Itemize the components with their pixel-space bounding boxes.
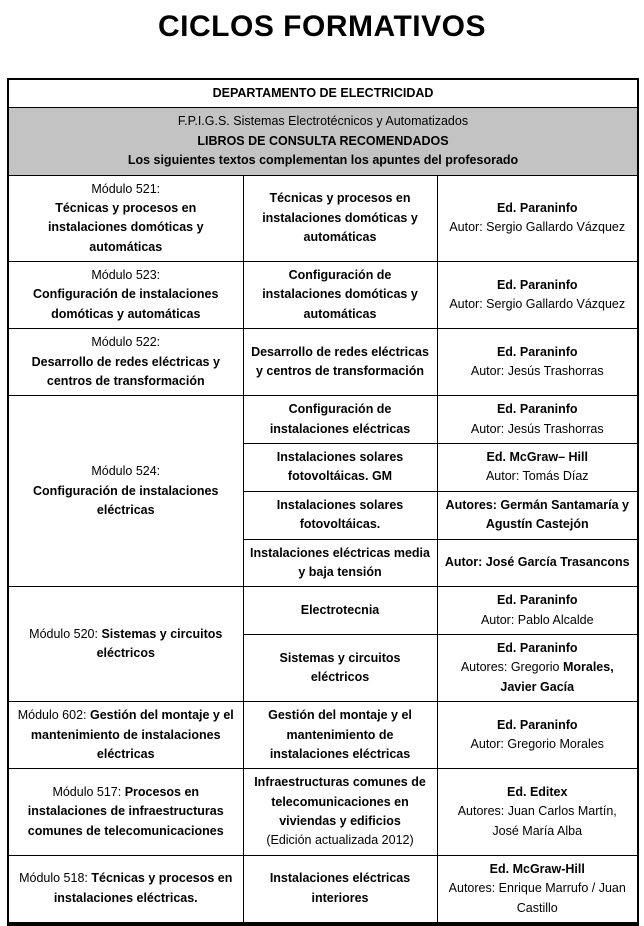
publisher-cell [437,444,638,492]
module-cell [8,262,243,329]
text-segment: Ed. Paraninfo [496,641,578,655]
text-segment: Gestión del montaje y el mantenimiento de instalaciones eléctricas [268,708,412,761]
publisher-cell [437,539,638,587]
publisher-cell [437,175,638,262]
book-title-cell [243,587,437,635]
publisher-cell [437,587,638,635]
text-segment: Módulo 520: [29,626,102,641]
text-segment: Técnicas y procesos en instalaciones domóticas y automáticas [262,191,418,244]
text-segment: Configuración de instalaciones eléctricas [33,483,219,517]
table-row [8,855,638,924]
text-segment: Autor: Tomás Díaz [485,469,589,484]
book-title-cell [243,769,437,856]
text-segment: Ed. Paraninfo [496,200,578,215]
text-segment: Ed. Editex [507,784,568,799]
text-segment: Sistemas y circuitos eléctricos [279,650,401,685]
text-segment: Instalaciones solares fotovoltáicas. [276,497,404,532]
book-title-cell [243,491,437,539]
text-segment: Configuración de instalaciones domóticas y automáticas [262,268,418,321]
book-title-cell [243,175,437,262]
book-title-cell [243,702,437,769]
table-row [8,769,638,856]
text-segment: Técnicas y procesos en instalaciones domóticas y automáticas [47,200,204,254]
table-row [8,396,638,444]
table-row [8,175,638,262]
intro-line-recommended-books: LIBROS DE CONSULTA RECOMENDADOS [197,133,449,148]
publisher-cell [437,396,638,444]
module-cell [8,855,243,924]
text-segment: (Edición actualizada 2012) [266,833,414,848]
book-title-cell [243,396,437,444]
module-cell [8,329,243,396]
text-segment: Módulo 517: [52,784,125,799]
publisher-cell [437,635,638,702]
text-segment: Ed. Paraninfo [496,344,578,359]
text-segment: Instalaciones eléctricas interiores [269,871,411,905]
text-segment: Autor: Jesús Trashorras [470,364,604,379]
table-row [8,702,638,769]
text-segment: Morales, Javier Gacía [500,660,614,694]
text-segment: Autor: Sergio Gallardo Vázquez [449,220,626,235]
text-segment: Autor: Sergio Gallardo Vázquez [449,297,626,312]
text-segment: Desarrollo de redes eléctricas y centros de transformación [31,354,220,388]
text-segment: Ed. Paraninfo [496,277,578,292]
page-title: CICLOS FORMATIVOS [158,10,486,43]
text-segment: Módulo 602: [17,708,90,723]
book-title-cell [243,635,437,702]
text-segment: Módulo 523: [91,268,161,282]
text-segment: Configuración de instalaciones domóticas y automáticas [33,287,219,321]
book-title-cell [243,329,437,396]
text-segment: Autor: Jesús Trashorras [470,421,604,436]
table-row [8,262,638,329]
text-segment: Gestión del montaje y el mantenimiento de instalaciones eléctricas [30,708,234,761]
book-title-cell [243,262,437,329]
text-segment: Autor: José García Trasancons [444,555,630,570]
books-table-body [8,79,638,924]
text-segment: Ed. Paraninfo [496,593,578,608]
text-segment: Desarrollo de redes eléctricas y centros de transformación [251,344,429,379]
text-segment: Módulo 518: [19,871,92,886]
module-cell [8,587,243,702]
text-segment: Ed. McGraw– Hill [486,450,588,464]
text-segment: Autores: Juan Carlos Martín, José María Alba [457,804,617,838]
text-segment: Autor: Gregorio Morales [470,737,604,752]
publisher-cell [437,702,638,769]
publisher-cell [437,329,638,396]
text-segment: Ed. Paraninfo [496,717,578,732]
intro-line-note: Los siguientes textos complementan los apuntes del profesorado [127,153,519,168]
text-segment: Procesos en instalaciones de infraestructuras comunes de telecomunicaciones [27,784,224,838]
text-segment: Electrotecnia [300,602,380,617]
text-segment: Instalaciones eléctricas media y baja tensión [250,545,430,579]
text-segment: Técnicas y procesos en instalaciones eléctricas. [53,871,233,905]
publisher-cell [437,769,638,856]
publisher-cell [437,491,638,539]
text-segment: Instalaciones solares fotovoltáicas. GM [276,450,404,484]
publisher-cell [437,262,638,329]
intro-line-program: F.P.I.G.S. Sistemas Electrotécnicos y Automatizados [177,114,469,129]
module-cell [8,396,243,587]
text-segment: Autores: Germán Santamaría y Agustín Castejón [445,497,629,532]
text-segment: Configuración de instalaciones eléctricas [269,402,411,436]
table-row [8,587,638,635]
module-cell [8,769,243,856]
table-intro-row [8,108,638,175]
text-segment: Autores: Gregorio [460,660,563,675]
book-title-cell [243,855,437,924]
text-segment: Autores: Enrique Marrufo / Juan Castillo [448,881,626,915]
module-cell [8,702,243,769]
table-intro [8,108,638,175]
books-table [7,78,639,926]
module-cell [8,175,243,262]
table-row [8,329,638,396]
text-segment: Autor: Pablo Alcalde [480,612,594,627]
text-segment: Sistemas y circuitos eléctricos [96,626,223,661]
book-title-cell [243,539,437,587]
table-header-row [8,79,638,108]
publisher-cell [437,855,638,924]
text-segment: Infraestructuras comunes de telecomunicaciones en viviendas y edificios [254,775,426,828]
text-segment: Módulo 522: [91,335,161,350]
text-segment: Módulo 521: [91,181,161,196]
department-header: DEPARTAMENTO DE ELECTRICIDAD [8,79,638,108]
text-segment: Módulo 524: [91,464,161,479]
text-segment: Ed. McGraw-Hill [489,861,585,876]
text-segment: Ed. Paraninfo [496,402,578,417]
book-title-cell [243,444,437,492]
